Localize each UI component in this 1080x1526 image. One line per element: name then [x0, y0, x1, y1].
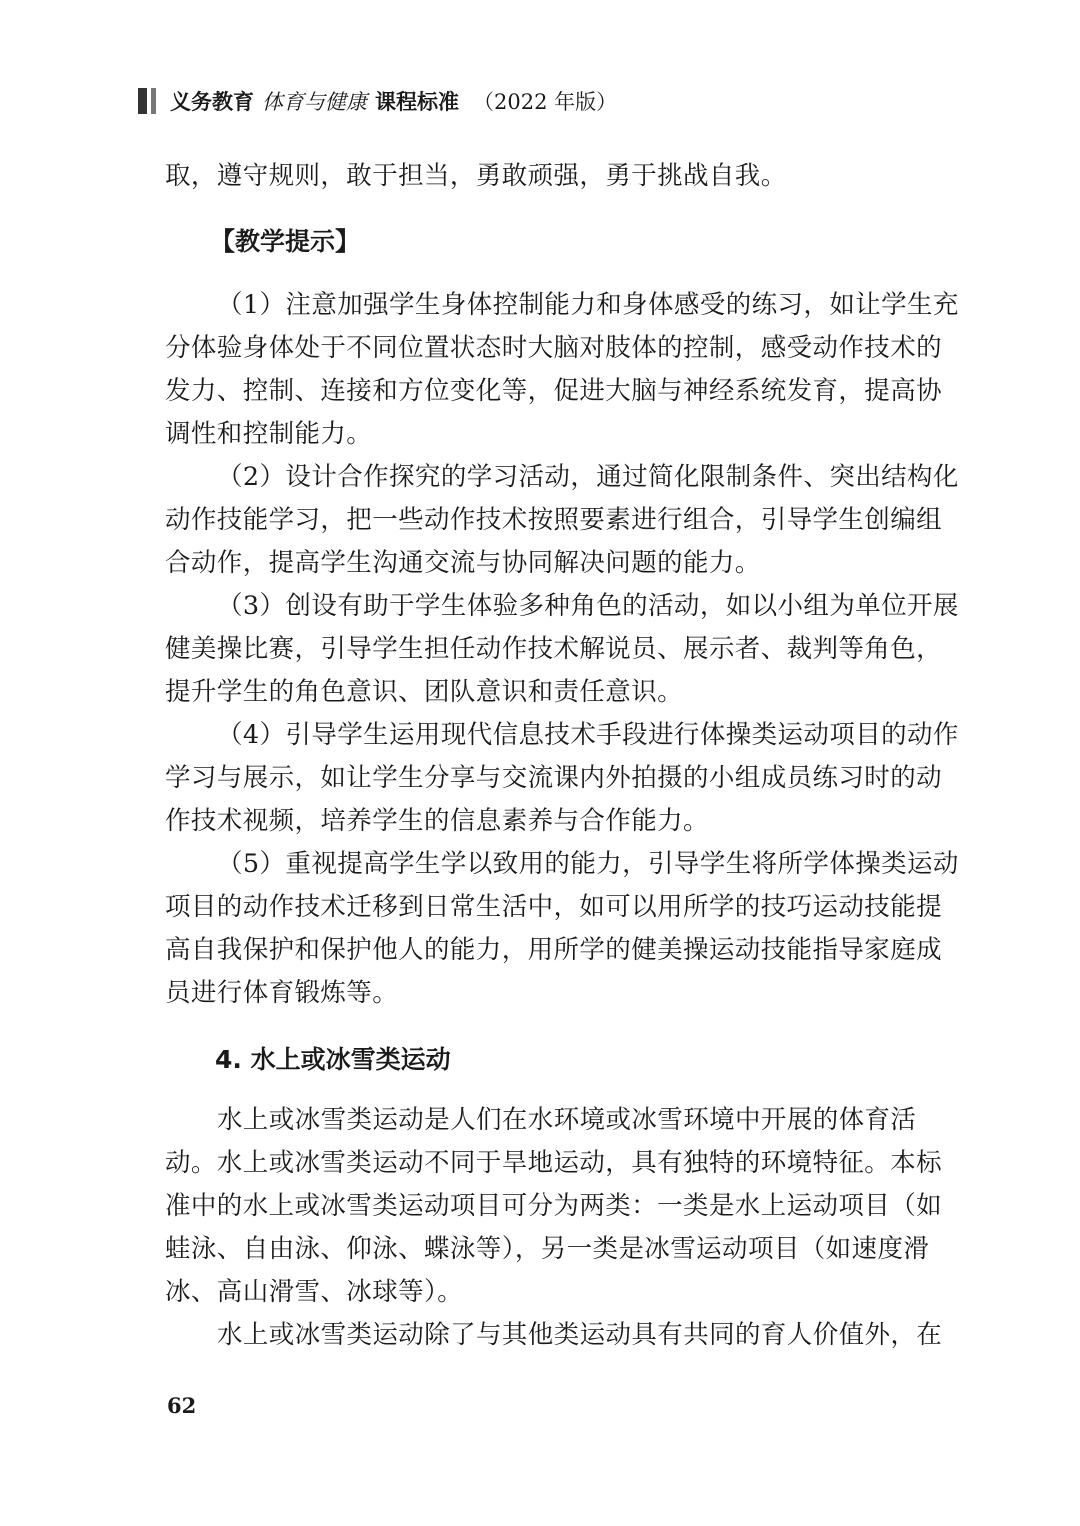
paragraph-line: （1）注意加强学生身体控制能力和身体感受的练习，如让学生充: [217, 290, 959, 320]
paragraph-line: 学习与展示，如让学生分享与交流课内外拍摄的小组成员练习时的动: [165, 763, 943, 793]
paragraph-line: （4）引导学生运用现代信息技术手段进行体操类运动项目的动作: [217, 720, 959, 750]
paragraph-line: 项目的动作技术迁移到日常生活中，如可以用所学的技巧运动技能提: [165, 892, 943, 922]
paragraph-line: 提升学生的角色意识、团队意识和责任意识。: [165, 677, 684, 707]
paragraph-line: （5）重视提高学生学以致用的能力，引导学生将所学体操类运动: [217, 849, 959, 879]
paragraph-line: 调性和控制能力。: [165, 419, 373, 449]
paragraph-line: 分体验身体处于不同位置状态时大脑对肢体的控制，感受动作技术的: [165, 333, 943, 363]
header-title-bold: 义务教育: [170, 89, 254, 114]
page-number: 62: [167, 1393, 197, 1418]
paragraph-line: （2）设计合作探究的学习活动，通过简化限制条件、突出结构化: [217, 462, 959, 492]
paragraph-line: 动。水上或冰雪类运动不同于旱地运动，具有独特的环境特征。本标: [165, 1148, 943, 1178]
header-title-rest: 课程标准: [375, 89, 459, 114]
paragraph-4: [165, 714, 959, 843]
paragraph-2: [165, 456, 959, 585]
paragraph-line: 动作技能学习，把一些动作技术按照要素进行组合，引导学生创编组: [165, 505, 943, 535]
paragraph-1: [165, 284, 959, 456]
paragraph-line: （3）创设有助于学生体验多种角色的活动，如以小组为单位开展: [217, 591, 959, 621]
paragraph-line: 员进行体育锻炼等。: [165, 978, 399, 1008]
running-header: [138, 86, 617, 116]
paragraph-line: 冰、高山滑雪、冰球等）。: [165, 1277, 464, 1307]
paragraph-line: 合动作，提高学生沟通交流与协同解决问题的能力。: [165, 548, 761, 578]
paragraph-line: 作技术视频，培养学生的信息素养与合作能力。: [165, 806, 709, 836]
header-bar-marks: [138, 88, 160, 114]
paragraph-line: 健美操比赛，引导学生担任动作技术解说员、展示者、裁判等角色，: [165, 634, 943, 664]
header-edition: （2022 年版）: [473, 90, 618, 114]
subsection-title: 4. 水上或冰雪类运动: [215, 1045, 451, 1074]
paragraph-3: [165, 585, 959, 714]
paragraph-line: 水上或冰雪类运动是人们在水环境或冰雪环境中开展的体育活: [217, 1105, 917, 1135]
paragraph-line: 准中的水上或冰雪类运动项目可分为两类：一类是水上运动项目（如: [165, 1191, 943, 1221]
page-body: [165, 155, 959, 1357]
paragraph-line: 高自我保护和保护他人的能力，用所学的健美操运动技能指导家庭成: [165, 935, 943, 965]
opening-line: 取，遵守规则，敢于担当，勇敢顽强，勇于挑战自我。: [165, 161, 787, 191]
paragraph-line: 水上或冰雪类运动除了与其他类运动具有共同的育人价值外，在: [217, 1320, 943, 1350]
paragraph-5: [165, 843, 959, 1015]
header-title-italic: 体育与健康: [262, 90, 367, 114]
paragraph-line: 蛙泳、自由泳、仰泳、蝶泳等），另一类是冰雪运动项目（如速度滑: [165, 1234, 930, 1264]
paragraph-line: 发力、控制、连接和方位变化等，促进大脑与神经系统发育，提高协: [165, 376, 943, 406]
paragraph-6: [165, 1099, 943, 1314]
paragraph-7: [165, 1314, 943, 1357]
section-label-teaching-tips: 【教学提示】: [210, 227, 361, 256]
